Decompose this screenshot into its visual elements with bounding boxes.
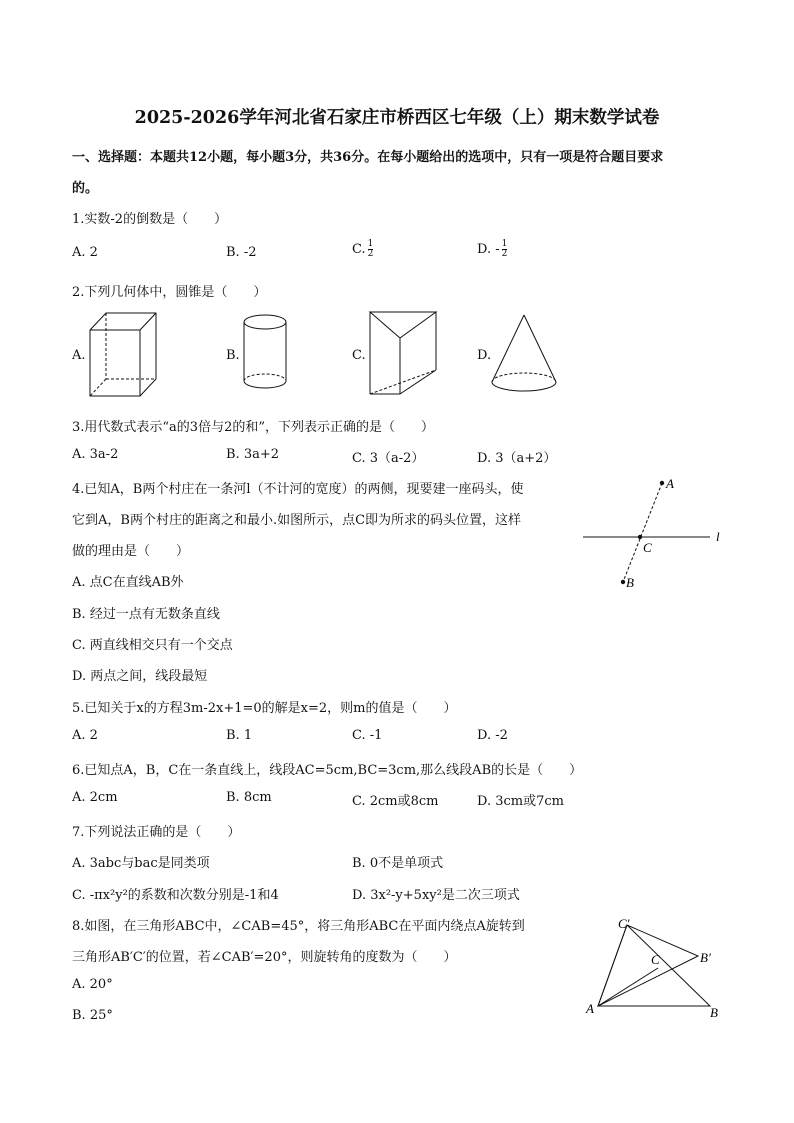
q2-option-d: D. xyxy=(477,348,492,363)
question-8-line1: 8.如图，在三角形ABC中，∠CAB=45°，将三角形ABC在平面内绕点A旋转到 xyxy=(72,919,525,934)
q7-option-c: C. -πx²y²的系数和次数分别是-1和4 xyxy=(72,888,279,903)
q6-option-d: D. 3cm或7cm xyxy=(477,794,564,809)
q5-option-c: C. -1 xyxy=(352,728,383,743)
section-heading-cont: 的。 xyxy=(72,181,99,196)
q1-option-b: B. -2 xyxy=(226,245,257,260)
cuboid-figure xyxy=(84,310,159,400)
q5-option-d: D. -2 xyxy=(477,728,508,743)
cone-figure xyxy=(488,312,560,397)
question-5-stem: 5.已知关于x的方程3m-2x+1=0的解是x=2，则m的值是（ ） xyxy=(72,701,457,716)
label-b: B xyxy=(626,575,634,590)
label-a: A xyxy=(586,1001,594,1016)
fraction-half: $\frac{1}{2}$ xyxy=(367,239,374,259)
river-docking-figure xyxy=(578,470,738,595)
q4-option-a: A. 点C在直线AB外 xyxy=(72,575,184,590)
label-c-prime: C′ xyxy=(618,916,630,931)
q5-option-a: A. 2 xyxy=(72,728,98,743)
q4-option-b: B. 经过一点有无数条直线 xyxy=(72,607,220,622)
question-4-line2: 它到A，B两个村庄的距离之和最小.如图所示，点C即为所求的码头位置，这样 xyxy=(72,513,522,528)
q8-option-b: B. 25° xyxy=(72,1008,113,1023)
question-8-line2: 三角形AB′C′的位置，若∠CAB′=20°，则旋转角的度数为（ ） xyxy=(72,950,457,965)
q1-option-d: D. - $\frac{1}{2}$ xyxy=(477,239,508,259)
q4-option-d: D. 两点之间，线段最短 xyxy=(72,669,208,684)
question-4-line3: 做的理由是（ ） xyxy=(72,544,190,559)
q7-option-d: D. 3x²-y+5xy²是二次三项式 xyxy=(352,888,520,903)
section-heading: 一、选择题：本题共12小题，每小题3分，共36分。在每小题给出的选项中，只有一项是符合题目要求 xyxy=(72,150,664,165)
q5-option-b: B. 1 xyxy=(226,728,253,743)
q7-option-a: A. 3abc与bac是同类项 xyxy=(72,856,210,871)
q1-option-c: C. $\frac{1}{2}$ xyxy=(352,239,374,259)
q1-option-a: A. 2 xyxy=(72,245,98,260)
q3-option-b: B. 3a+2 xyxy=(226,447,280,462)
label-b-prime: B′ xyxy=(700,950,711,965)
label-a: A xyxy=(666,476,674,491)
question-1-stem: 1.实数-2的倒数是（ ） xyxy=(72,212,228,227)
q7-option-b: B. 0不是单项式 xyxy=(352,856,444,871)
label-c: C xyxy=(643,540,652,555)
q3-option-c: C. 3（a-2） xyxy=(352,451,425,466)
label-l: l xyxy=(716,529,720,544)
triangular-prism-figure xyxy=(364,308,440,398)
question-3-stem: 3.用代数式表示“a的3倍与2的和”，下列表示正确的是（ ） xyxy=(72,420,434,435)
label-c: C xyxy=(651,952,660,967)
q3-option-a: A. 3a-2 xyxy=(72,447,119,462)
fraction-half: $\frac{1}{2}$ xyxy=(501,239,508,259)
question-2-stem: 2.下列几何体中，圆锥是（ ） xyxy=(72,285,267,300)
q4-option-c: C. 两直线相交只有一个交点 xyxy=(72,638,233,653)
q6-option-c: C. 2cm或8cm xyxy=(352,794,439,809)
q2-option-c: C. xyxy=(352,348,366,363)
question-6-stem: 6.已知点A，B，C在一条直线上，线段AC=5cm,BC=3cm,那么线段AB的长是（ ） xyxy=(72,763,583,778)
q2-option-a: A. xyxy=(72,348,86,363)
q2-option-b: B. xyxy=(226,348,240,363)
rotation-triangle-figure xyxy=(580,910,730,1025)
question-4-line1: 4.已知A，B两个村庄在一条河l（不计河的宽度）的两侧，现要建一座码头，使 xyxy=(72,482,524,497)
cylinder-figure xyxy=(240,310,290,395)
page-title: 2025-2026学年河北省石家庄市桥西区七年级（上）期末数学试卷 xyxy=(134,108,660,128)
q8-option-a: A. 20° xyxy=(72,977,113,992)
q6-option-a: A. 2cm xyxy=(72,790,118,805)
q3-option-d: D. 3（a+2） xyxy=(477,451,557,466)
q6-option-b: B. 8cm xyxy=(226,790,272,805)
label-b: B xyxy=(710,1005,718,1020)
question-7-stem: 7.下列说法正确的是（ ） xyxy=(72,825,241,840)
